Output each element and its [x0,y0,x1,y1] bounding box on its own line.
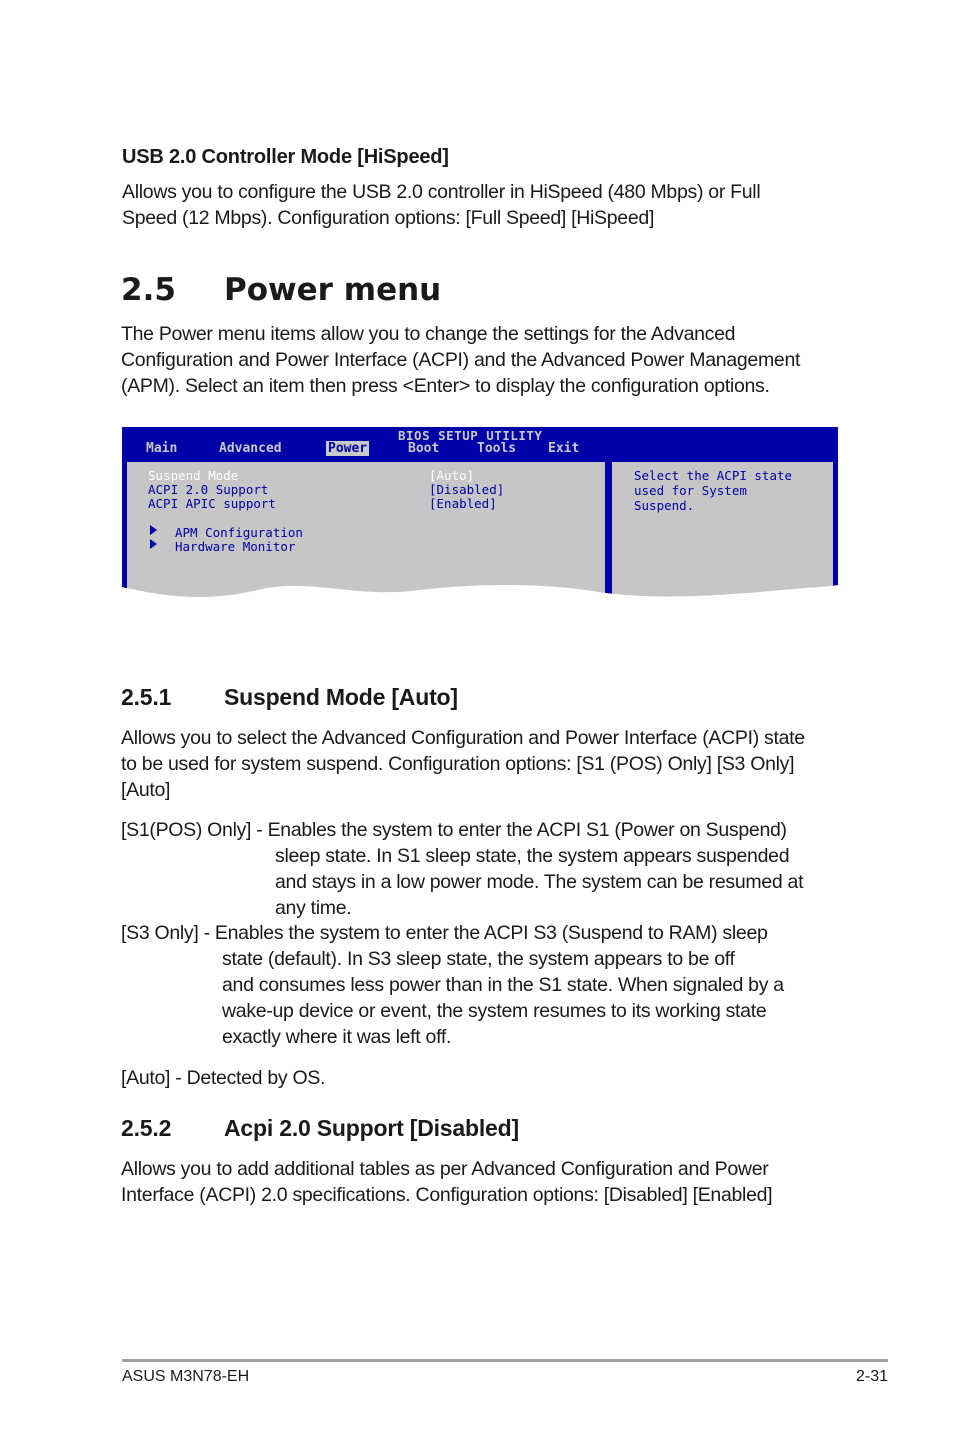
intro-line: Configuration and Power Interface (ACPI) and the Advanced Power Management [121,349,801,371]
submenu-arrow-icon [150,525,157,535]
bios-submenu-item: APM Configuration [175,525,303,540]
bios-item-value: [Auto] [429,468,475,483]
usb-heading: USB 2.0 Controller Mode [HiSpeed] [122,146,449,168]
subsection-title: Acpi 2.0 Support [Disabled] [224,1115,519,1141]
auto-option-line: [Auto] - Detected by OS. [121,1067,326,1089]
bios-header [122,427,838,458]
usb-paragraph-line: Allows you to configure the USB 2.0 controller in HiSpeed (480 Mbps) or Full [122,181,761,203]
section-number: 2.5 [121,272,176,308]
bios-item-label: Suspend Mode [148,468,239,483]
s1-option-line: [S1(POS) Only] - Enables the system to enter the ACPI S1 (Power on Suspend) [121,819,787,841]
subsection-number: 2.5.1 [121,684,172,710]
paragraph-line: Allows you to select the Advanced Configuration and Power Interface (ACPI) state [121,727,805,749]
bios-tab-main: Main [146,441,178,456]
bios-item-label: ACPI 2.0 Support [148,482,269,497]
s1-option-line: any time. [275,897,352,919]
section-title: Power menu [224,272,442,308]
paragraph-line: Allows you to add additional tables as per Advanced Configuration and Power [121,1158,769,1180]
bios-tab-exit: Exit [548,441,580,456]
usb-paragraph-line: Speed (12 Mbps). Configuration options: [Full Speed] [HiSpeed] [122,207,655,229]
paragraph-line: Interface (ACPI) 2.0 specifications. Configuration options: [Disabled] [Enabled] [121,1184,773,1206]
footer-divider [122,1359,888,1362]
submenu-arrow-icon [150,539,157,549]
s3-option-line: and consumes less power than in the S1 state. When signaled by a [222,974,784,996]
intro-line: (APM). Select an item then press <Enter> to display the configuration options. [121,375,770,397]
bios-help-line: Select the ACPI state [634,468,793,483]
subsection-number: 2.5.2 [121,1115,172,1141]
bios-item-value: [Enabled] [429,496,497,511]
s3-option-line: [S3 Only] - Enables the system to enter the ACPI S3 (Suspend to RAM) sleep [121,922,768,944]
bios-help-line: used for System [634,483,747,498]
subsection-title: Suspend Mode [Auto] [224,684,458,710]
bios-screenshot [122,427,838,617]
bios-tab-advanced: Advanced [219,441,282,456]
s3-option-line: state (default). In S3 sleep state, the system appears to be off [222,948,735,970]
paragraph-line: to be used for system suspend. Configuration options: [S1 (POS) Only] [S3 Only] [121,753,795,775]
s3-option-line: exactly where it was left off. [222,1026,452,1048]
bios-tab-tools: Tools [477,441,517,456]
intro-line: The Power menu items allow you to change the settings for the Advanced [121,323,736,345]
bios-submenu-item: Hardware Monitor [175,539,296,554]
s3-option-line: wake-up device or event, the system resumes to its working state [222,1000,767,1022]
bios-title: BIOS SETUP UTILITY [398,428,543,443]
footer-page-number: 2-31 [855,1368,888,1385]
bios-tab-boot: Boot [408,441,440,456]
bios-help-line: Suspend. [634,498,695,513]
footer-product: ASUS M3N78-EH [122,1368,250,1385]
paragraph-line: [Auto] [121,779,171,801]
s1-option-line: sleep state. In S1 sleep state, the system appears suspended [275,845,790,867]
s1-option-line: and stays in a low power mode. The system can be resumed at [275,871,804,893]
bios-item-value: [Disabled] [429,482,505,497]
bios-tab-power: Power [328,441,368,456]
torn-edge [122,577,838,622]
bios-item-label: ACPI APIC support [148,496,276,511]
